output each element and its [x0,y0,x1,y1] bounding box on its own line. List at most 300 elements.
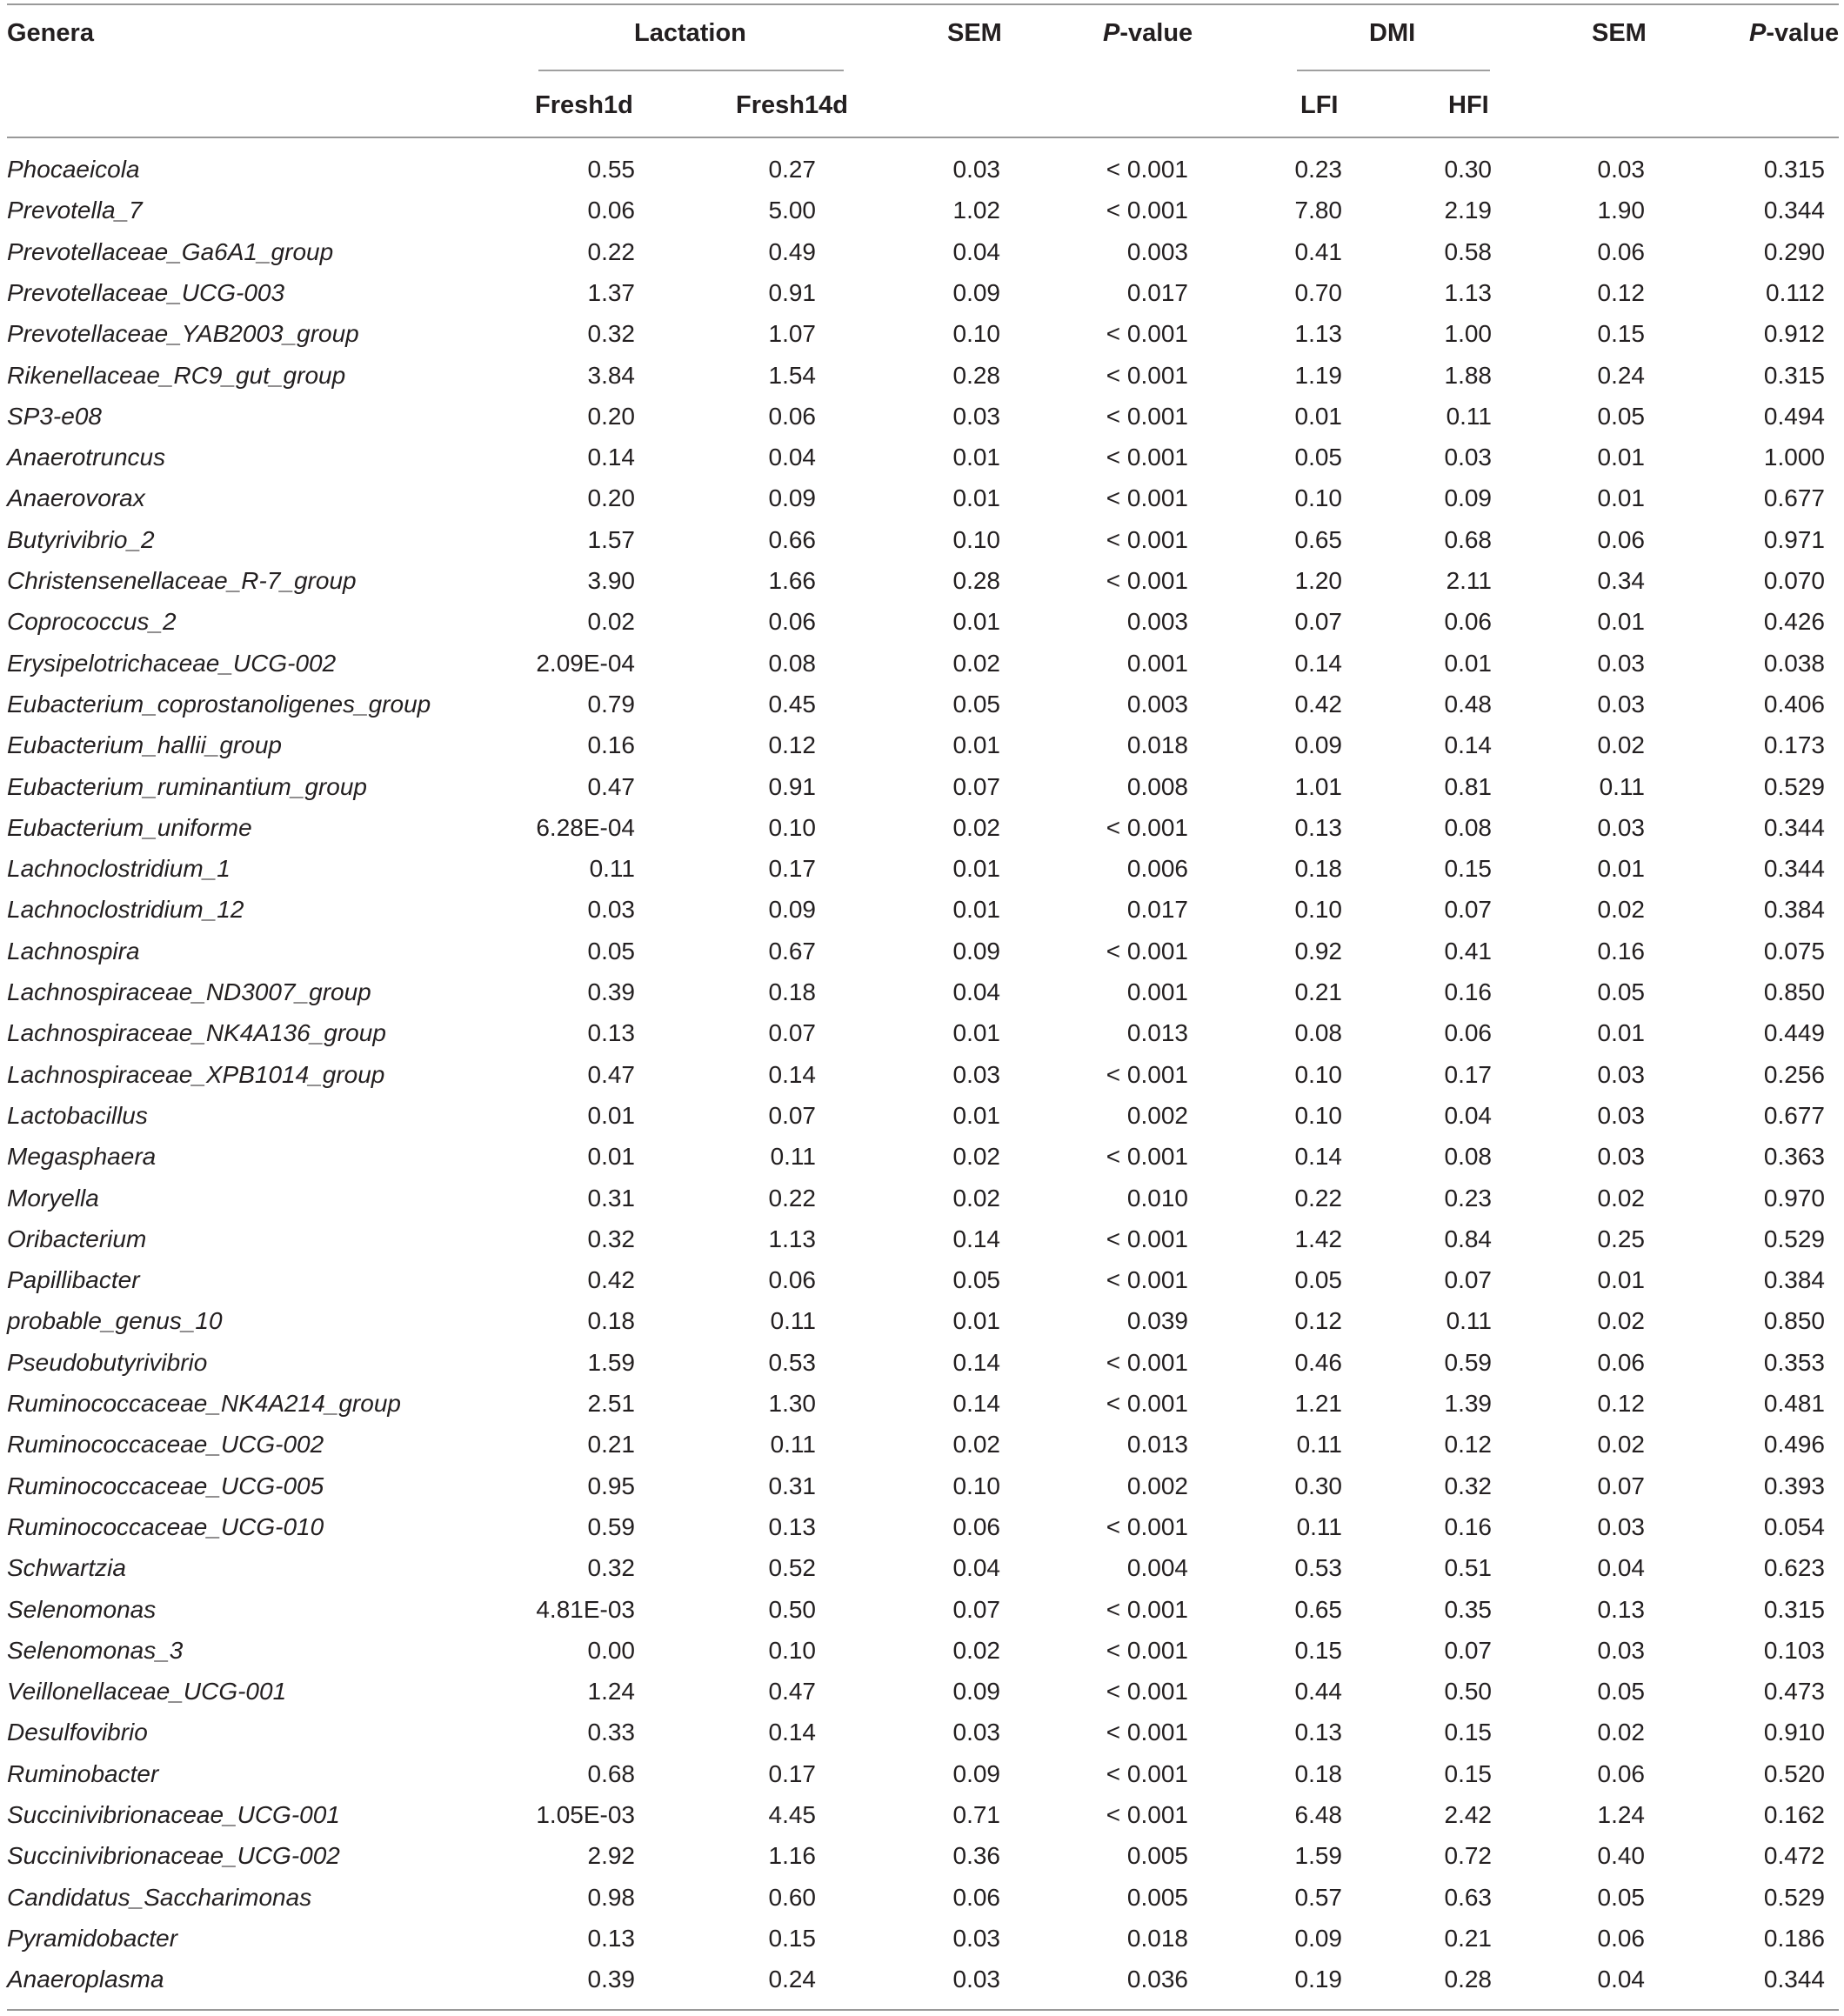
hfi-cell: 0.30 [1444,156,1492,183]
header-fresh14d: Fresh14d [736,91,848,119]
p-value-2-cell: 0.910 [1763,1719,1825,1746]
sem-2-cell: 0.02 [1597,731,1645,759]
fresh14d-cell: 1.54 [768,361,816,389]
fresh14d-cell: 0.11 [770,1431,816,1459]
fresh1d-cell: 1.37 [587,278,635,306]
p-value-2-cell: 0.406 [1763,690,1825,718]
genus-name-cell: Eubacterium_coprostanoligenes_group [7,690,431,718]
lfi-cell: 0.21 [1294,978,1342,1005]
fresh14d-cell: 0.06 [768,402,816,430]
lfi-cell: 0.57 [1294,1883,1342,1911]
p-value-2-cell: 0.344 [1763,813,1825,841]
table-row [0,1054,1844,1095]
hfi-cell: 2.19 [1444,197,1492,224]
fresh14d-cell: 0.24 [768,1966,816,1993]
p-value-cell: < 0.001 [1106,1636,1188,1664]
table-row [0,1424,1844,1465]
sem-2-cell: 0.03 [1597,1060,1645,1088]
p-value-2-cell: 0.353 [1763,1348,1825,1376]
fresh1d-cell: 2.92 [587,1842,635,1870]
sem-2-cell: 0.01 [1597,1019,1645,1047]
p-value-cell: 0.036 [1126,1966,1188,1993]
lfi-cell: 0.09 [1294,1924,1342,1952]
hfi-cell: 0.16 [1444,1512,1492,1540]
table-top-rule [7,3,1839,5]
sem-cell: 0.05 [952,1266,1000,1294]
lfi-cell: 1.42 [1294,1225,1342,1252]
sem-cell: 0.01 [952,896,1000,924]
lfi-cell: 0.12 [1294,1307,1342,1335]
table-row [0,149,1844,190]
p-value-2-cell: 0.677 [1763,1101,1825,1129]
fresh1d-cell: 0.02 [587,608,635,636]
lfi-cell: 6.48 [1294,1801,1342,1828]
p-value-cell: < 0.001 [1106,1348,1188,1376]
p-value-2-cell: 0.103 [1763,1636,1825,1664]
sem-2-cell: 0.13 [1597,1595,1645,1623]
p-value-cell: < 0.001 [1106,567,1188,594]
fresh14d-cell: 0.13 [768,1512,816,1540]
p-value-2-cell: 0.315 [1763,156,1825,183]
fresh14d-cell: 0.50 [768,1595,816,1623]
lfi-cell: 0.10 [1294,1101,1342,1129]
table-row [0,766,1844,807]
fresh1d-cell: 0.22 [587,237,635,265]
sem-cell: 0.10 [952,1472,1000,1499]
p-value-cell: < 0.001 [1106,320,1188,348]
genus-name-cell: Pseudobutyrivibrio [7,1348,208,1376]
genus-name-cell: Ruminococcaceae_NK4A214_group [7,1390,401,1417]
p-value-cell: 0.002 [1126,1101,1188,1129]
fresh14d-cell: 0.49 [768,237,816,265]
lfi-cell: 0.53 [1294,1554,1342,1582]
fresh14d-cell: 0.27 [768,156,816,183]
p-value-cell: 0.017 [1126,278,1188,306]
sem-2-cell: 0.06 [1597,1924,1645,1952]
hfi-cell: 0.08 [1444,1143,1492,1171]
p-value-2-cell: 0.912 [1763,320,1825,348]
table-row [0,684,1844,724]
sem-cell: 0.01 [952,1307,1000,1335]
table-row [0,807,1844,848]
sem-cell: 0.28 [952,361,1000,389]
sem-cell: 0.02 [952,1184,1000,1212]
fresh14d-cell: 0.07 [768,1019,816,1047]
fresh14d-cell: 0.09 [768,896,816,924]
hfi-cell: 0.16 [1444,978,1492,1005]
sem-2-cell: 0.05 [1597,1883,1645,1911]
hfi-cell: 0.32 [1444,1472,1492,1499]
p-value-2-cell: 0.186 [1763,1924,1825,1952]
hfi-cell: 0.84 [1444,1225,1492,1252]
genus-name-cell: Christensenellaceae_R-7_group [7,567,357,594]
genus-name-cell: SP3-e08 [7,402,102,430]
fresh1d-cell: 0.13 [587,1924,635,1952]
fresh1d-cell: 0.32 [587,320,635,348]
fresh1d-cell: 0.98 [587,1883,635,1911]
lfi-cell: 0.14 [1294,1143,1342,1171]
p-value-cell: < 0.001 [1106,197,1188,224]
p-value-cell: < 0.001 [1106,1678,1188,1706]
fresh14d-cell: 0.04 [768,444,816,471]
genus-name-cell: Schwartzia [7,1554,126,1582]
fresh1d-cell: 0.20 [587,402,635,430]
p-value-2-cell: 0.971 [1763,525,1825,553]
p-value-cell: 0.005 [1126,1883,1188,1911]
fresh1d-cell: 1.05E-03 [536,1801,635,1828]
fresh14d-cell: 0.15 [768,1924,816,1952]
fresh14d-cell: 1.30 [768,1390,816,1417]
lfi-cell: 0.41 [1294,237,1342,265]
p-value-2-cell: 0.290 [1763,237,1825,265]
p-value-2-cell: 0.363 [1763,1143,1825,1171]
sem-2-cell: 0.24 [1597,361,1645,389]
table-row [0,1300,1844,1341]
table-row [0,931,1844,971]
sem-2-cell: 0.25 [1597,1225,1645,1252]
sem-2-cell: 0.03 [1597,649,1645,677]
genus-name-cell: Anaeroplasma [7,1966,164,1993]
lfi-cell: 0.42 [1294,690,1342,718]
p-value-2-cell: 0.529 [1763,1883,1825,1911]
header-p2-suffix: -value [1766,19,1840,47]
lfi-cell: 7.80 [1294,197,1342,224]
sem-2-cell: 0.05 [1597,978,1645,1005]
hfi-cell: 0.04 [1444,1101,1492,1129]
fresh14d-cell: 0.47 [768,1678,816,1706]
header-sem-2: SEM [1592,19,1647,47]
fresh14d-cell: 0.11 [770,1143,816,1171]
sem-2-cell: 0.34 [1597,567,1645,594]
hfi-cell: 0.06 [1444,1019,1492,1047]
sem-2-cell: 0.03 [1597,1636,1645,1664]
hfi-cell: 0.51 [1444,1554,1492,1582]
genus-name-cell: Eubacterium_hallii_group [7,731,282,759]
fresh1d-cell: 6.28E-04 [536,813,635,841]
p-value-cell: 0.003 [1126,690,1188,718]
sem-2-cell: 0.03 [1597,1101,1645,1129]
sem-2-cell: 0.40 [1597,1842,1645,1870]
hfi-cell: 0.07 [1444,896,1492,924]
p-value-cell: 0.003 [1126,237,1188,265]
sem-2-cell: 0.16 [1597,937,1645,965]
hfi-cell: 1.88 [1444,361,1492,389]
table-row [0,396,1844,437]
p-value-cell: < 0.001 [1106,402,1188,430]
p-value-2-cell: 0.520 [1763,1759,1825,1787]
sem-cell: 0.01 [952,1101,1000,1129]
table-row [0,1671,1844,1712]
sem-cell: 0.05 [952,690,1000,718]
hfi-cell: 0.35 [1444,1595,1492,1623]
table-row [0,601,1844,642]
sem-cell: 0.03 [952,1924,1000,1952]
lfi-cell: 0.10 [1294,484,1342,512]
sem-2-cell: 0.02 [1597,896,1645,924]
hfi-cell: 0.59 [1444,1348,1492,1376]
genus-name-cell: Prevotellaceae_YAB2003_group [7,320,359,348]
header-sem: SEM [947,19,1002,47]
genus-name-cell: Veillonellaceae_UCG-001 [7,1678,287,1706]
genus-name-cell: Lachnospiraceae_NK4A136_group [7,1019,386,1047]
fresh1d-cell: 0.21 [587,1431,635,1459]
fresh1d-cell: 3.84 [587,361,635,389]
sem-2-cell: 0.02 [1597,1431,1645,1459]
p-value-2-cell: 0.070 [1763,567,1825,594]
header-p-value [1103,19,1193,48]
sem-2-cell: 0.02 [1597,1719,1645,1746]
header-dmi: DMI [1369,19,1416,47]
sem-cell: 0.02 [952,813,1000,841]
genus-name-cell: Lactobacillus [7,1101,148,1129]
p-value-2-cell: 1.000 [1763,444,1825,471]
p-value-cell: < 0.001 [1106,937,1188,965]
p-value-2-cell: 0.393 [1763,1472,1825,1499]
fresh1d-cell: 0.11 [589,855,635,883]
header-p-italic: P [1103,19,1120,47]
fresh14d-cell: 1.66 [768,567,816,594]
lfi-cell: 1.13 [1294,320,1342,348]
fresh14d-cell: 0.91 [768,278,816,306]
fresh1d-cell: 3.90 [587,567,635,594]
sem-2-cell: 1.90 [1597,197,1645,224]
p-value-cell: 0.013 [1126,1019,1188,1047]
sem-cell: 0.03 [952,1060,1000,1088]
p-value-cell: < 0.001 [1106,361,1188,389]
dmi-group-rule [1297,70,1490,71]
hfi-cell: 0.17 [1444,1060,1492,1088]
lfi-cell: 0.65 [1294,1595,1342,1623]
fresh14d-cell: 0.14 [768,1719,816,1746]
table-row [0,1383,1844,1424]
fresh14d-cell: 0.12 [768,731,816,759]
hfi-cell: 0.21 [1444,1924,1492,1952]
table-row [0,724,1844,765]
fresh14d-cell: 0.53 [768,1348,816,1376]
sem-cell: 0.71 [952,1801,1000,1828]
fresh14d-cell: 0.60 [768,1883,816,1911]
sem-cell: 0.09 [952,937,1000,965]
lfi-cell: 0.46 [1294,1348,1342,1376]
hfi-cell: 2.11 [1446,567,1492,594]
hfi-cell: 0.15 [1444,1759,1492,1787]
hfi-cell: 0.01 [1444,649,1492,677]
sem-cell: 0.04 [952,237,1000,265]
fresh14d-cell: 0.22 [768,1184,816,1212]
hfi-cell: 0.11 [1446,402,1492,430]
fresh14d-cell: 0.10 [768,813,816,841]
p-value-cell: < 0.001 [1106,1060,1188,1088]
fresh1d-cell: 0.32 [587,1225,635,1252]
p-value-cell: < 0.001 [1106,484,1188,512]
p-value-2-cell: 0.315 [1763,1595,1825,1623]
lfi-cell: 0.92 [1294,937,1342,965]
sem-cell: 0.09 [952,1759,1000,1787]
hfi-cell: 1.39 [1444,1390,1492,1417]
sem-cell: 0.10 [952,320,1000,348]
fresh14d-cell: 0.31 [768,1472,816,1499]
p-value-cell: 0.005 [1126,1842,1188,1870]
table-row [0,1178,1844,1218]
sem-2-cell: 0.01 [1597,444,1645,471]
genus-name-cell: Lachnospira [7,937,140,965]
p-value-cell: < 0.001 [1106,525,1188,553]
p-value-cell: 0.013 [1126,1431,1188,1459]
table-row [0,1959,1844,1999]
lfi-cell: 1.59 [1294,1842,1342,1870]
genus-name-cell: Ruminococcaceae_UCG-005 [7,1472,324,1499]
lfi-cell: 1.21 [1294,1390,1342,1417]
hfi-cell: 0.07 [1444,1266,1492,1294]
fresh14d-cell: 0.66 [768,525,816,553]
fresh14d-cell: 0.67 [768,937,816,965]
fresh14d-cell: 0.11 [770,1307,816,1335]
fresh14d-cell: 0.09 [768,484,816,512]
lfi-cell: 0.65 [1294,525,1342,553]
table-row [0,1506,1844,1547]
sem-2-cell: 0.12 [1597,1390,1645,1417]
fresh14d-cell: 4.45 [768,1801,816,1828]
genus-name-cell: Phocaeicola [7,156,140,183]
sem-2-cell: 0.15 [1597,320,1645,348]
table-row [0,1918,1844,1959]
header-fresh1d: Fresh1d [535,91,633,119]
sem-cell: 0.01 [952,731,1000,759]
genus-name-cell: Prevotella_7 [7,197,143,224]
sem-2-cell: 1.24 [1597,1801,1645,1828]
fresh1d-cell: 0.20 [587,484,635,512]
sem-cell: 0.04 [952,1554,1000,1582]
fresh1d-cell: 0.01 [587,1143,635,1171]
fresh14d-cell: 5.00 [768,197,816,224]
hfi-cell: 0.06 [1444,608,1492,636]
lfi-cell: 0.44 [1294,1678,1342,1706]
hfi-cell: 0.72 [1444,1842,1492,1870]
fresh1d-cell: 0.39 [587,978,635,1005]
p-value-cell: 0.010 [1126,1184,1188,1212]
sem-2-cell: 0.07 [1597,1472,1645,1499]
fresh1d-cell: 0.95 [587,1472,635,1499]
p-value-2-cell: 0.075 [1763,937,1825,965]
lfi-cell: 0.13 [1294,1719,1342,1746]
table-row [0,190,1844,230]
genus-name-cell: Candidatus_Saccharimonas [7,1883,312,1911]
sem-cell: 0.03 [952,156,1000,183]
p-value-2-cell: 0.112 [1766,278,1825,306]
sem-cell: 0.02 [952,1636,1000,1664]
fresh1d-cell: 0.47 [587,772,635,800]
sem-2-cell: 0.11 [1599,772,1645,800]
genus-name-cell: Rikenellaceae_RC9_gut_group [7,361,346,389]
p-value-2-cell: 0.344 [1763,855,1825,883]
genus-name-cell: Lachnoclostridium_12 [7,896,244,924]
genus-name-cell: Anaerotruncus [7,444,166,471]
p-value-2-cell: 0.173 [1763,731,1825,759]
genus-name-cell: Megasphaera [7,1143,157,1171]
table-row [0,437,1844,477]
p-value-2-cell: 0.256 [1763,1060,1825,1088]
sem-2-cell: 0.03 [1597,156,1645,183]
sem-cell: 0.04 [952,978,1000,1005]
fresh14d-cell: 0.06 [768,1266,816,1294]
p-value-2-cell: 0.496 [1763,1431,1825,1459]
fresh1d-cell: 1.24 [587,1678,635,1706]
p-value-cell: < 0.001 [1106,1390,1188,1417]
genus-name-cell: Coprococcus_2 [7,608,177,636]
fresh1d-cell: 1.59 [587,1348,635,1376]
lfi-cell: 0.15 [1294,1636,1342,1664]
header-p-value-2 [1749,19,1839,48]
sem-cell: 0.01 [952,484,1000,512]
genus-name-cell: Ruminococcaceae_UCG-010 [7,1512,324,1540]
genus-name-cell: Butyrivibrio_2 [7,525,155,553]
hfi-cell: 0.58 [1444,237,1492,265]
p-value-2-cell: 0.850 [1763,1307,1825,1335]
fresh1d-cell: 0.32 [587,1554,635,1582]
lfi-cell: 0.01 [1294,402,1342,430]
fresh14d-cell: 0.45 [768,690,816,718]
fresh1d-cell: 0.00 [587,1636,635,1664]
genus-name-cell: Succinivibrionaceae_UCG-002 [7,1842,340,1870]
sem-cell: 0.02 [952,649,1000,677]
sem-2-cell: 0.01 [1597,1266,1645,1294]
table-row [0,1877,1844,1918]
hfi-cell: 0.68 [1444,525,1492,553]
p-value-cell: < 0.001 [1106,1143,1188,1171]
lfi-cell: 0.10 [1294,1060,1342,1088]
sem-2-cell: 0.05 [1597,1678,1645,1706]
header-lfi: LFI [1300,91,1339,119]
hfi-cell: 0.09 [1444,484,1492,512]
header-hfi: HFI [1448,91,1489,119]
p-value-2-cell: 0.054 [1763,1512,1825,1540]
p-value-2-cell: 0.481 [1763,1390,1825,1417]
lfi-cell: 0.05 [1294,444,1342,471]
p-value-cell: 0.001 [1126,649,1188,677]
fresh1d-cell: 0.05 [587,937,635,965]
sem-cell: 0.14 [952,1390,1000,1417]
table-row [0,355,1844,396]
genus-name-cell: Lachnoclostridium_1 [7,855,230,883]
table-row [0,1712,1844,1752]
sem-cell: 0.01 [952,855,1000,883]
header-genera: Genera [7,19,94,47]
lfi-cell: 0.08 [1294,1019,1342,1047]
header-p-suffix: -value [1119,19,1193,47]
sem-cell: 0.01 [952,444,1000,471]
p-value-cell: 0.039 [1126,1307,1188,1335]
hfi-cell: 0.28 [1444,1966,1492,1993]
fresh1d-cell: 0.39 [587,1966,635,1993]
table-row [0,272,1844,313]
table-row [0,1465,1844,1506]
sem-cell: 0.03 [952,402,1000,430]
table-row [0,231,1844,272]
fresh1d-cell: 4.81E-03 [536,1595,635,1623]
fresh14d-cell: 0.17 [768,1759,816,1787]
fresh1d-cell: 0.18 [587,1307,635,1335]
hfi-cell: 0.11 [1446,1307,1492,1335]
genus-name-cell: Pyramidobacter [7,1924,178,1952]
p-value-cell: < 0.001 [1106,1512,1188,1540]
p-value-2-cell: 0.623 [1763,1554,1825,1582]
p-value-2-cell: 0.677 [1763,484,1825,512]
fresh14d-cell: 0.06 [768,608,816,636]
p-value-cell: 0.001 [1126,978,1188,1005]
table-row [0,1589,1844,1630]
genus-name-cell: Prevotellaceae_Ga6A1_group [7,237,334,265]
table-row [0,1547,1844,1588]
